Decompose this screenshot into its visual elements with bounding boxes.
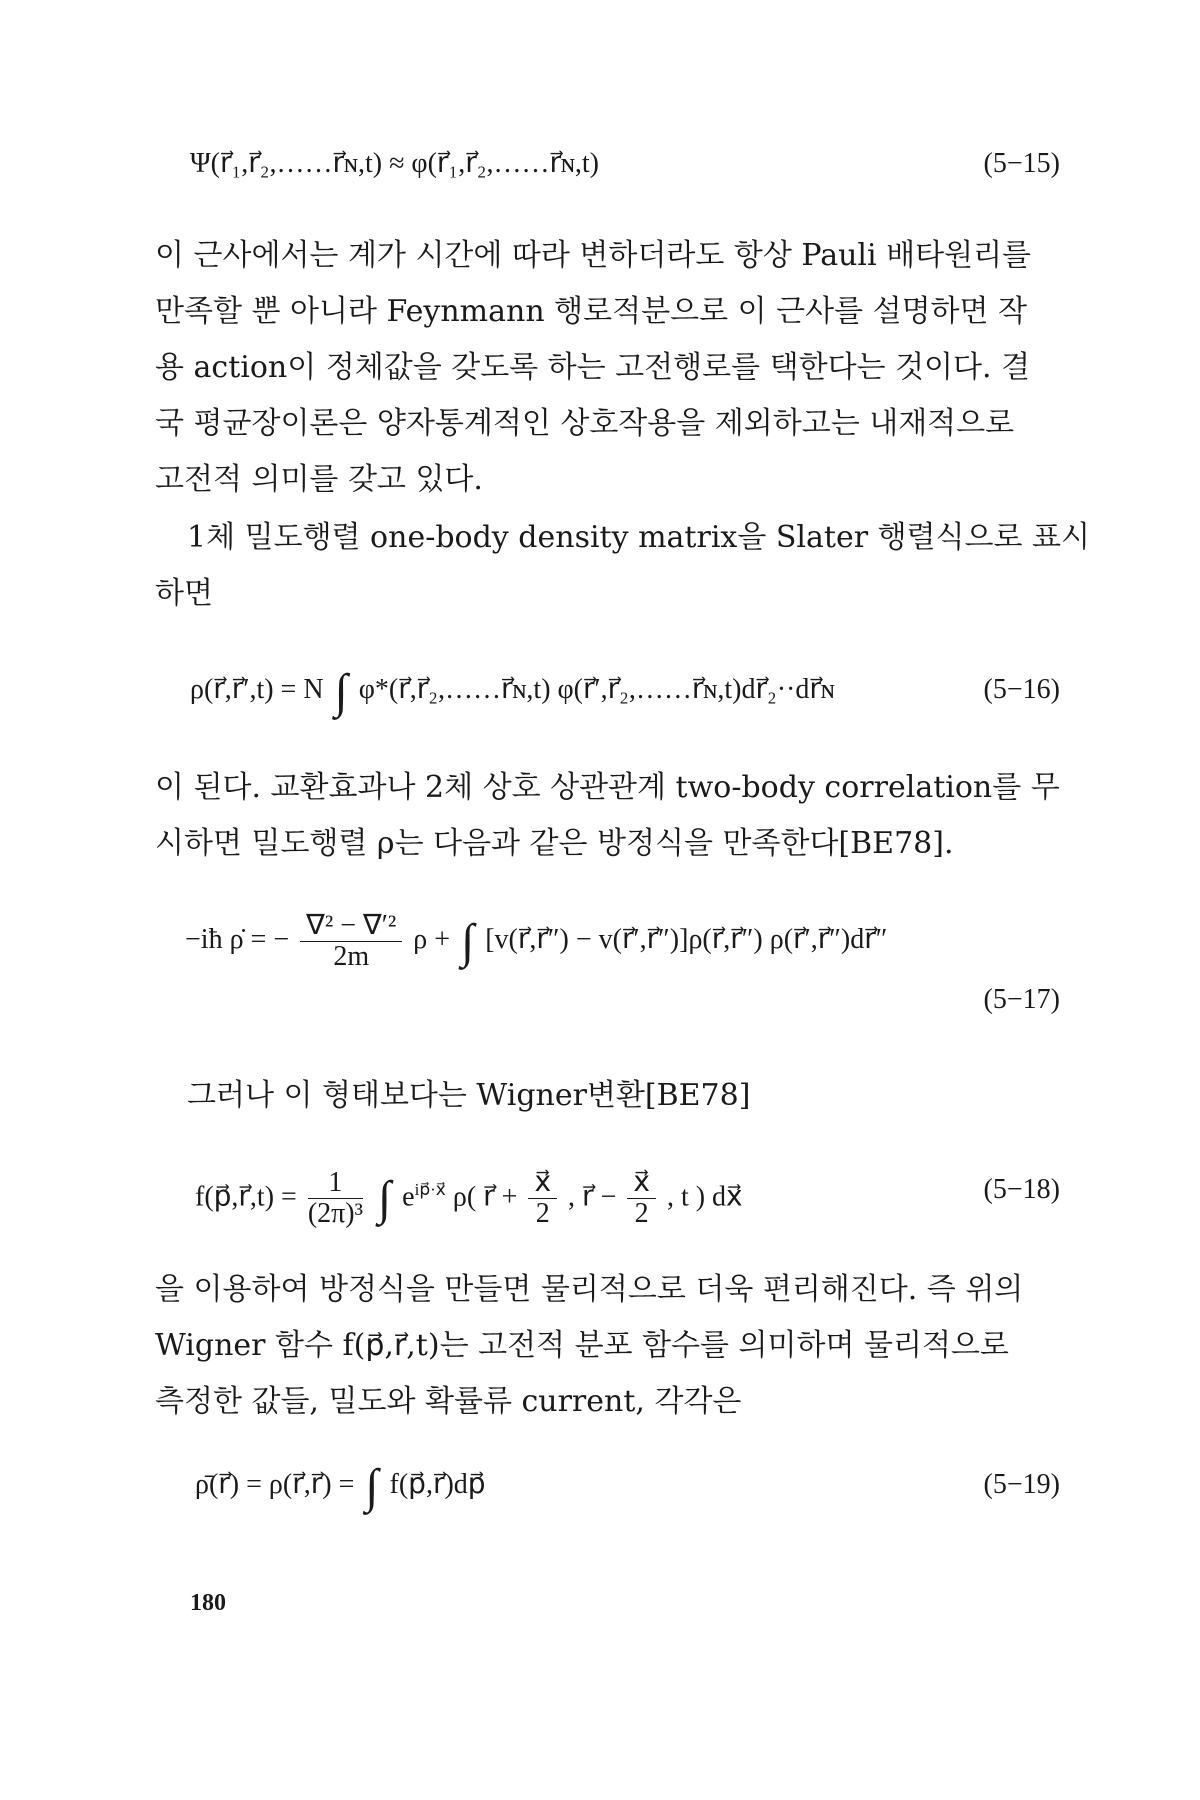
equation-5-17-body (185, 900, 887, 980)
fraction-numerator: ∇² − ∇′² (300, 911, 402, 942)
rho-open: ρ( r⃗ + (452, 1181, 518, 1213)
x-over-2-fraction-b (627, 1168, 656, 1229)
exponential-power: ip⃗·x⃗ (414, 1180, 446, 1199)
equation-5-16-rhs: φ*(r⃗,r⃗₂,……r⃗ɴ,t) φ(r⃗′,r⃗₂,……r⃗ɴ,t)dr⃗₂··dr⃗ɴ (358, 674, 835, 705)
paragraph-5-line-2: Wigner 함수 f(p⃗,r⃗,t)는 고전적 분포 함수를 의미하며 물리적으로 (155, 1328, 1009, 1363)
paragraph-3 (155, 760, 1060, 872)
equation-5-16-number: (5−16) (983, 674, 1060, 705)
integral-sign: ∫ (461, 914, 475, 968)
equation-5-17-lhs: −iħ ρ̇ = − (185, 924, 290, 955)
rho-close: , t ) dx⃗ (666, 1181, 743, 1213)
paragraph-1-line-3: 용 action이 정체값을 갖도록 하는 고전행로를 택한다는 것이다. 결 (155, 350, 1031, 385)
equation-5-17-mid: ρ + (413, 924, 451, 955)
equation-5-15-number: (5−15) (983, 148, 1060, 179)
equation-5-19-body (195, 1455, 486, 1515)
equation-5-18-number: (5−18) (983, 1174, 1060, 1205)
equation-5-17-fraction (300, 911, 402, 972)
paragraph-2-line-2: 하면 (155, 576, 213, 611)
fraction-denominator: 2 (535, 1198, 550, 1230)
paragraph-1-line-4: 국 평균장이론은 양자통계적인 상호작용을 제외하고는 내재적으로 (155, 406, 1015, 441)
paragraph-1-line-5: 고전적 의미를 갖고 있다. (155, 462, 483, 497)
x-over-2-fraction-a (528, 1168, 557, 1229)
equation-5-18-body (195, 1150, 743, 1237)
equation-5-18-lhs: f(p⃗,r⃗,t) = (195, 1181, 297, 1213)
equation-5-16 (150, 660, 1060, 720)
integral-sign: ∫ (334, 664, 348, 718)
fraction-denominator: (2π)³ (307, 1198, 364, 1230)
page-number: 180 (190, 1590, 226, 1616)
paragraph-5-line-3: 측정한 값들, 밀도와 확률류 current, 각각은 (155, 1384, 742, 1419)
equation-5-18 (150, 1150, 1060, 1230)
paragraph-1-line-1: 이 근사에서는 계가 시간에 따라 변하더라도 항상 Pauli 배타원리를 (155, 238, 1032, 273)
equation-5-19-lhs: ρ̄(r⃗) = ρ(r⃗,r⃗) = (195, 1469, 355, 1500)
paragraph-2 (155, 510, 1090, 622)
equation-5-17-number: (5−17) (983, 984, 1060, 1015)
paragraph-1-line-2: 만족할 뿐 아니라 Feynmann 행로적분으로 이 근사를 설명하면 작 (155, 294, 1028, 329)
equation-5-15-body: Ψ(r⃗₁,r⃗₂,……r⃗ɴ,t) ≈ φ(r⃗₁,r⃗₂,……r⃗ɴ,t) (190, 148, 599, 179)
equation-5-17-rhs: [v(r⃗,r⃗″) − v(r⃗′,r⃗″)]ρ(r⃗,r⃗″) ρ(r⃗′,r⃗″)dr⃗″ (485, 924, 888, 955)
equation-5-19-rhs: f(p⃗,r⃗)dp⃗ (389, 1469, 486, 1500)
fraction-numerator: x⃗ (528, 1168, 557, 1199)
paragraph-2-line-1: 1체 밀도행렬 one-body density matrix을 Slater 행렬식으로 표시 (187, 520, 1090, 555)
paragraph-4-line-1: 그러나 이 형태보다는 Wigner변환[BE78] (187, 1078, 751, 1113)
paragraph-3-line-1: 이 된다. 교환효과나 2체 상호 상관관계 two-body correlation를 무 (155, 770, 1060, 805)
equation-5-16-body (190, 660, 835, 720)
paragraph-5 (155, 1262, 1055, 1430)
equation-5-17 (150, 900, 1060, 980)
integral-sign: ∫ (378, 1171, 392, 1225)
paragraph-4 (155, 1068, 1055, 1124)
fraction-numerator: 1 (308, 1168, 363, 1199)
comma-minus: , r⃗ − (568, 1181, 617, 1213)
exponential-base: e (402, 1181, 415, 1213)
paragraph-3-line-2: 시하면 밀도행렬 ρ는 다음과 같은 방정식을 만족한다[BE78]. (155, 826, 954, 861)
paragraph-5-line-1: 을 이용하여 방정식을 만들면 물리적으로 더욱 편리해진다. 즉 위의 (155, 1272, 1024, 1307)
paragraph-1 (155, 228, 1055, 508)
integral-sign: ∫ (365, 1459, 379, 1513)
equation-5-17-number-row (150, 970, 1060, 1030)
fraction-denominator: 2 (634, 1198, 649, 1230)
equation-5-19 (150, 1455, 1060, 1515)
equation-5-15 (150, 134, 1060, 194)
equation-5-16-lhs: ρ(r⃗,r⃗′,t) = N (190, 674, 324, 705)
equation-5-19-number: (5−19) (983, 1469, 1060, 1500)
fraction-denominator: 2m (333, 941, 370, 973)
fraction-numerator: x⃗ (627, 1168, 656, 1199)
equation-5-18-fraction (308, 1168, 363, 1229)
